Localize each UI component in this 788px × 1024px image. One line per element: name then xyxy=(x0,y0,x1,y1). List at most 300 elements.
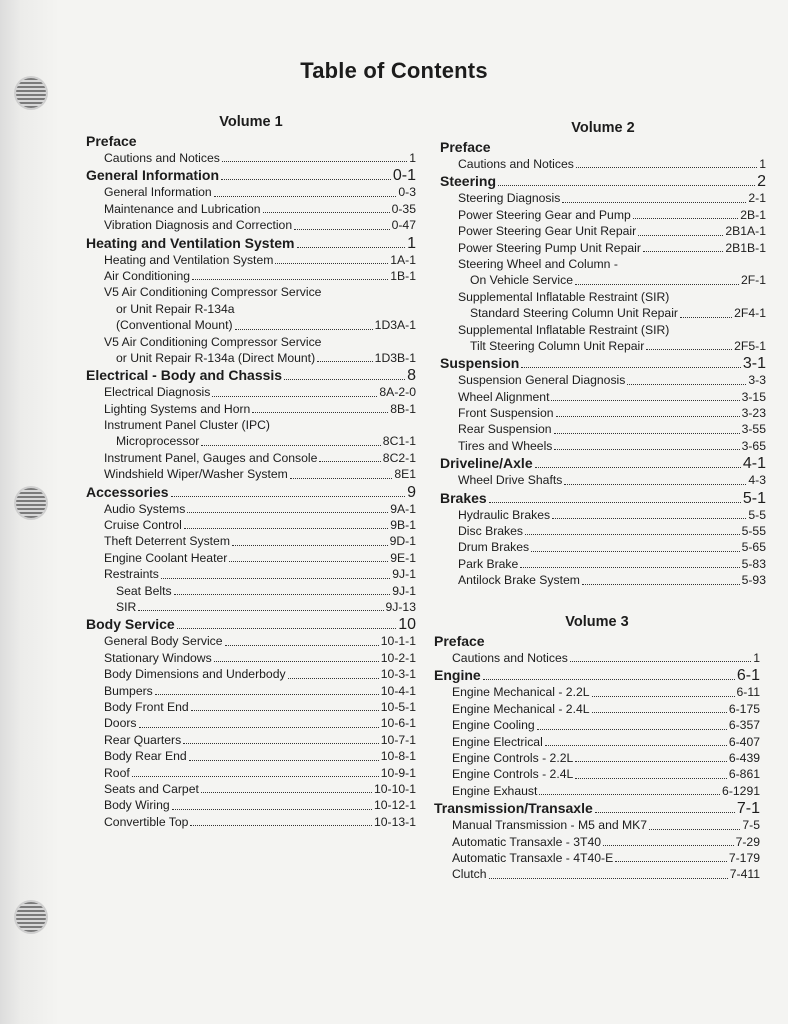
toc-entry[interactable]: Supplemental Inflatable Restraint (SIR) xyxy=(458,289,670,304)
dot-leader xyxy=(177,627,396,629)
toc-entry[interactable] xyxy=(434,766,760,782)
entry-label: Power Steering Gear and Pump xyxy=(458,207,631,222)
dot-leader xyxy=(554,448,739,450)
toc-entry[interactable] xyxy=(434,750,760,766)
page-number: 2F4-1 xyxy=(734,306,766,321)
toc-entry[interactable] xyxy=(440,372,766,388)
dot-leader xyxy=(183,742,379,744)
page-number: 0-3 xyxy=(398,185,416,200)
entry-label: Body Front End xyxy=(104,699,189,714)
entry-label: Engine Exhaust xyxy=(452,783,538,798)
page-number: 3-23 xyxy=(741,406,766,421)
toc-entry-continuation[interactable] xyxy=(440,272,766,288)
binder-hole xyxy=(16,488,46,518)
page-number: 1 xyxy=(753,651,760,665)
page-number: 10-10-1 xyxy=(373,781,416,796)
toc-entry[interactable] xyxy=(86,797,416,813)
dot-leader xyxy=(575,760,727,762)
page-number: 1D3B-1 xyxy=(374,350,416,365)
entry-label: Air Conditioning xyxy=(104,268,191,283)
toc-entry[interactable] xyxy=(86,583,416,599)
dot-leader xyxy=(319,460,380,462)
entry-label: Lighting Systems and Horn xyxy=(104,401,251,416)
section-heading[interactable] xyxy=(440,489,766,507)
page-number: 10-9-1 xyxy=(380,765,416,780)
toc-entry[interactable] xyxy=(86,781,416,797)
page-number: 10-6-1 xyxy=(380,716,416,731)
toc-entry[interactable] xyxy=(440,556,766,572)
page-number: 6-357 xyxy=(728,718,760,733)
toc-entry[interactable] xyxy=(440,223,766,239)
page-number: 10-12-1 xyxy=(373,798,416,813)
dot-leader xyxy=(680,316,732,318)
entry-label: Rear Suspension xyxy=(458,422,552,437)
entry-label: Convertible Top xyxy=(104,814,189,829)
entry-label: Engine Mechanical - 2.2L xyxy=(452,685,590,700)
toc-entry[interactable] xyxy=(86,699,416,715)
dot-leader xyxy=(564,483,746,485)
entry-label: Tilt Steering Column Unit Repair xyxy=(470,338,645,353)
dot-leader xyxy=(595,811,735,813)
page-number: 9J-1 xyxy=(392,583,416,598)
toc-entry[interactable] xyxy=(86,599,416,615)
section-title: Accessories xyxy=(86,483,169,500)
dot-leader xyxy=(633,217,739,219)
dot-leader xyxy=(649,828,740,830)
dot-leader xyxy=(290,477,393,479)
page-number: 9E-1 xyxy=(390,550,416,565)
dot-leader xyxy=(643,250,723,252)
page-number: 6-861 xyxy=(728,767,760,782)
dot-leader xyxy=(191,709,379,711)
toc-entry[interactable] xyxy=(440,389,766,405)
page-number: 5-1 xyxy=(742,489,766,507)
entry-label: Suspension General Diagnosis xyxy=(458,373,626,388)
toc-entry-continuation[interactable] xyxy=(86,317,416,333)
toc-entry[interactable] xyxy=(434,684,760,700)
toc-entry[interactable] xyxy=(86,732,416,748)
section-title: General Information xyxy=(86,167,220,184)
dot-leader xyxy=(545,744,727,746)
toc-entry[interactable] xyxy=(434,817,760,833)
dot-leader xyxy=(174,593,391,595)
dot-leader xyxy=(525,533,740,535)
page-number: 1 xyxy=(407,234,416,252)
toc-entry[interactable] xyxy=(86,466,416,482)
toc-entry[interactable] xyxy=(440,156,766,172)
page-number: 0-47 xyxy=(391,218,416,233)
toc-entry[interactable] xyxy=(86,566,416,582)
toc-entry[interactable] xyxy=(86,450,416,466)
section-heading[interactable] xyxy=(86,132,416,150)
entry-label: Restraints xyxy=(104,567,159,582)
dot-leader xyxy=(521,366,741,368)
dot-leader xyxy=(235,328,373,330)
page-number: 2B-1 xyxy=(740,207,766,222)
volume-title: Volume 1 xyxy=(219,114,283,130)
section-title: Engine xyxy=(434,667,481,684)
section-heading[interactable] xyxy=(440,454,766,472)
page-number: 5-55 xyxy=(741,524,766,539)
section-heading[interactable] xyxy=(434,666,760,684)
dot-leader xyxy=(576,166,757,168)
section-title: Suspension xyxy=(440,355,520,372)
entry-label: Drum Brakes xyxy=(458,540,530,555)
dot-leader xyxy=(139,726,379,728)
toc-entry[interactable] xyxy=(86,650,416,666)
section-heading[interactable] xyxy=(440,354,766,372)
entry-label: General Information xyxy=(104,185,212,200)
toc-entry[interactable] xyxy=(440,438,766,454)
section-title: Preface xyxy=(440,139,491,155)
toc-entry[interactable] xyxy=(440,240,766,256)
entry-label: (Conventional Mount) xyxy=(116,318,233,333)
section-heading[interactable] xyxy=(86,483,416,501)
dot-leader xyxy=(184,527,388,529)
dot-leader xyxy=(187,511,388,513)
section-title: Brakes xyxy=(440,489,487,506)
toc-entry[interactable] xyxy=(86,150,416,166)
dot-leader xyxy=(646,348,732,350)
page-number: 3-65 xyxy=(741,438,766,453)
entry-label: Doors xyxy=(104,716,137,731)
dot-leader xyxy=(531,550,739,552)
page-number: 9J-13 xyxy=(385,599,416,614)
entry-label: Steering Diagnosis xyxy=(458,191,561,206)
toc-entry[interactable] xyxy=(86,533,416,549)
dot-leader xyxy=(225,644,379,646)
section-title: Heating and Ventilation System xyxy=(86,234,295,251)
page-number: 10-1-1 xyxy=(380,634,416,649)
entry-label: Tires and Wheels xyxy=(458,438,553,453)
dot-leader xyxy=(189,759,379,761)
page-number: 2B1B-1 xyxy=(725,240,766,255)
page-number: 6-407 xyxy=(728,734,760,749)
page-number: 2F-1 xyxy=(740,273,766,288)
dot-leader xyxy=(603,844,734,846)
page-number: 3-1 xyxy=(742,355,766,373)
dot-leader xyxy=(520,566,739,568)
volume-2-column xyxy=(440,118,766,589)
entry-label: Hydraulic Brakes xyxy=(458,507,551,522)
entry-label: Body Rear End xyxy=(104,749,187,764)
toc-entry[interactable] xyxy=(434,834,760,850)
toc-entry[interactable] xyxy=(86,814,416,830)
entry-label: General Body Service xyxy=(104,634,223,649)
entry-label: Audio Systems xyxy=(104,501,186,516)
page-number: 8 xyxy=(407,367,416,385)
toc-entry[interactable] xyxy=(86,715,416,731)
page-number: 1 xyxy=(759,157,766,171)
entry-label: Automatic Transaxle - 4T40-E xyxy=(452,850,614,865)
section-heading[interactable] xyxy=(434,799,760,817)
entry-label: Engine Cooling xyxy=(452,718,535,733)
dot-leader xyxy=(294,228,389,230)
page-number: 3-55 xyxy=(741,422,766,437)
dot-leader xyxy=(489,877,728,879)
section-heading[interactable] xyxy=(86,615,416,633)
page-number: 5-65 xyxy=(741,540,766,555)
entry-label: Body Dimensions and Underbody xyxy=(104,667,286,682)
page-number: 4-3 xyxy=(748,473,766,488)
entry-label: Engine Mechanical - 2.4L xyxy=(452,701,590,716)
page-number: 0-1 xyxy=(392,167,416,185)
section-heading[interactable] xyxy=(86,234,416,252)
dot-leader xyxy=(489,501,741,503)
entry-label: Cautions and Notices xyxy=(104,151,220,165)
volume-3-column xyxy=(434,612,760,883)
dot-leader xyxy=(539,793,720,795)
dot-leader xyxy=(297,246,406,248)
page-number: 2-1 xyxy=(748,191,766,206)
document-title: Table of Contents xyxy=(300,58,488,83)
toc-entry[interactable] xyxy=(440,472,766,488)
entry-label: Antilock Brake System xyxy=(458,573,580,588)
toc-entry[interactable] xyxy=(86,501,416,517)
dot-leader xyxy=(201,444,380,446)
entry-label: Instrument Panel, Gauges and Console xyxy=(104,450,318,465)
dot-leader xyxy=(592,695,735,697)
page-number: 2F5-1 xyxy=(734,338,766,353)
dot-leader xyxy=(627,383,746,385)
entry-label: Microprocessor xyxy=(116,434,200,449)
toc-entry[interactable] xyxy=(86,252,416,268)
section-title: Driveline/Axle xyxy=(440,455,533,472)
section-title: Steering xyxy=(440,173,497,190)
dot-leader xyxy=(161,577,390,579)
volume-1-column xyxy=(86,112,416,830)
toc-entry[interactable] xyxy=(86,184,416,200)
toc-entry[interactable] xyxy=(86,217,416,233)
dot-leader xyxy=(190,824,372,826)
entry-label: Wheel Drive Shafts xyxy=(458,473,563,488)
section-title: Preface xyxy=(86,133,137,149)
entry-label: SIR xyxy=(116,599,137,614)
dot-leader xyxy=(535,466,741,468)
dot-leader xyxy=(171,495,406,497)
page-number: 7-179 xyxy=(728,850,760,865)
toc-entry-continuation[interactable] xyxy=(440,338,766,354)
dot-leader xyxy=(556,415,740,417)
page-number: 7-29 xyxy=(735,834,760,849)
toc-entry[interactable] xyxy=(440,207,766,223)
toc-entry[interactable] xyxy=(434,734,760,750)
page-number: 6-11 xyxy=(736,685,760,700)
page-number: 6-439 xyxy=(728,750,760,765)
section-title: Body Service xyxy=(86,616,175,633)
entry-label: Automatic Transaxle - 3T40 xyxy=(452,834,602,849)
page-number: 9J-1 xyxy=(392,567,416,582)
page-number: 9D-1 xyxy=(389,534,416,549)
page-number: 1D3A-1 xyxy=(374,318,416,333)
entry-label: Engine Electrical xyxy=(452,734,543,749)
page-number: 10 xyxy=(398,616,416,634)
toc-entry[interactable] xyxy=(86,201,416,217)
entry-label: Engine Controls - 2.2L xyxy=(452,750,574,765)
toc-entry[interactable] xyxy=(440,572,766,588)
dot-leader xyxy=(221,178,391,180)
page-number: 10-2-1 xyxy=(380,650,416,665)
page-number: 9A-1 xyxy=(390,501,416,516)
entry-label: Electrical Diagnosis xyxy=(104,385,211,400)
dot-leader xyxy=(192,278,388,280)
dot-leader xyxy=(551,399,739,401)
dot-leader xyxy=(138,609,383,611)
toc-entry[interactable]: Instrument Panel Cluster (IPC) xyxy=(104,418,270,433)
entry-label: Standard Steering Column Unit Repair xyxy=(470,306,678,321)
entry-label: Manual Transmission - M5 and MK7 xyxy=(452,818,648,833)
entry-label: Seats and Carpet xyxy=(104,781,199,796)
toc-entry[interactable] xyxy=(86,401,416,417)
entry-label: Clutch xyxy=(452,867,487,882)
page-number: 1B-1 xyxy=(390,268,416,283)
dot-leader xyxy=(222,160,407,162)
page-number: 10-13-1 xyxy=(373,814,416,829)
toc-entry[interactable] xyxy=(440,421,766,437)
dot-leader xyxy=(317,360,373,362)
toc-entry[interactable] xyxy=(86,268,416,284)
section-heading[interactable] xyxy=(86,366,416,384)
page-number: 0-35 xyxy=(391,201,416,216)
dot-leader xyxy=(288,677,379,679)
entry-label: Disc Brakes xyxy=(458,524,524,539)
section-heading[interactable] xyxy=(440,138,766,156)
page-number: 6-175 xyxy=(728,701,760,716)
toc-entry[interactable]: Steering Wheel and Column - xyxy=(458,256,618,271)
dot-leader xyxy=(537,728,727,730)
dot-leader xyxy=(483,678,735,680)
section-heading[interactable] xyxy=(86,166,416,184)
entry-label: Heating and Ventilation System xyxy=(104,252,274,267)
dot-leader xyxy=(582,583,740,585)
entry-label: Bumpers xyxy=(104,683,153,698)
dot-leader xyxy=(214,660,379,662)
section-heading[interactable] xyxy=(440,172,766,190)
section-title: Preface xyxy=(434,633,485,649)
section-title: Transmission/Transaxle xyxy=(434,800,593,817)
toc-entry[interactable] xyxy=(440,539,766,555)
dot-leader xyxy=(570,660,751,662)
entry-label: Seat Belts xyxy=(116,583,172,598)
dot-leader xyxy=(172,808,372,810)
dot-leader xyxy=(132,775,379,777)
page-number: 6-1291 xyxy=(722,783,760,798)
toc-entry[interactable] xyxy=(434,650,760,666)
toc-entry[interactable] xyxy=(434,866,760,882)
dot-leader xyxy=(284,378,405,380)
page-number: 10-8-1 xyxy=(380,749,416,764)
toc-entry[interactable] xyxy=(86,683,416,699)
dot-leader xyxy=(638,234,723,236)
page-number: 7-5 xyxy=(742,818,760,833)
toc-entry-continuation[interactable] xyxy=(86,433,416,449)
page-number: 4-1 xyxy=(742,455,766,473)
entry-label: Stationary Windows xyxy=(104,650,212,665)
page-number: 8C1-1 xyxy=(382,434,416,449)
entry-label: Engine Coolant Heater xyxy=(104,550,228,565)
toc-entry[interactable] xyxy=(434,717,760,733)
page-number: 1 xyxy=(409,151,416,165)
section-title: Electrical - Body and Chassis xyxy=(86,367,283,384)
page-number: 2B1A-1 xyxy=(725,224,766,239)
toc-entry[interactable]: V5 Air Conditioning Compressor Service xyxy=(104,285,322,300)
page-number: 3-3 xyxy=(748,373,766,388)
entry-label: Power Steering Pump Unit Repair xyxy=(458,240,641,255)
toc-entry[interactable] xyxy=(86,517,416,533)
page-number: 10-4-1 xyxy=(380,683,416,698)
entry-label: Windshield Wiper/Washer System xyxy=(104,467,288,482)
entry-label: Cruise Control xyxy=(104,518,182,533)
dot-leader xyxy=(155,693,379,695)
entry-label: On Vehicle Service xyxy=(470,273,573,288)
entry-label: Rear Quarters xyxy=(104,732,182,747)
page-number: 8C2-1 xyxy=(382,450,416,465)
toc-entry[interactable] xyxy=(440,405,766,421)
toc-entry[interactable] xyxy=(86,384,416,400)
toc-entry[interactable] xyxy=(440,507,766,523)
dot-leader xyxy=(575,283,739,285)
toc-entry[interactable] xyxy=(440,523,766,539)
toc-entry[interactable] xyxy=(86,748,416,764)
page-number: 10-3-1 xyxy=(380,667,416,682)
entry-label: Theft Deterrent System xyxy=(104,534,230,549)
entry-label: Front Suspension xyxy=(458,406,554,421)
toc-entry[interactable] xyxy=(86,666,416,682)
entry-label: Park Brake xyxy=(458,556,519,571)
page-number: 8B-1 xyxy=(390,401,416,416)
toc-entry[interactable] xyxy=(434,850,760,866)
dot-leader xyxy=(592,711,727,713)
dot-leader xyxy=(214,195,397,197)
section-heading[interactable] xyxy=(434,632,760,650)
dot-leader xyxy=(275,262,388,264)
binder-hole xyxy=(16,902,46,932)
dot-leader xyxy=(615,860,727,862)
entry-label: or Unit Repair R-134a (Direct Mount) xyxy=(116,350,316,365)
page-number: 9B-1 xyxy=(390,518,416,533)
toc-entry-continuation[interactable] xyxy=(86,350,416,366)
toc-entry[interactable] xyxy=(434,701,760,717)
page-number: 1A-1 xyxy=(390,252,416,267)
page-number: 2 xyxy=(757,173,766,191)
toc-entry[interactable] xyxy=(86,765,416,781)
entry-label: Engine Controls - 2.4L xyxy=(452,767,574,782)
dot-leader xyxy=(229,560,388,562)
page-number: 9 xyxy=(407,483,416,501)
entry-label: Cautions and Notices xyxy=(458,157,574,171)
page-number: 7-411 xyxy=(729,867,760,882)
page-number: 5-83 xyxy=(741,556,766,571)
toc-entry[interactable] xyxy=(434,783,760,799)
toc-entry[interactable]: V5 Air Conditioning Compressor Service xyxy=(104,334,322,349)
page-number: 5-5 xyxy=(748,507,766,522)
toc-entry[interactable] xyxy=(440,190,766,206)
dot-leader xyxy=(562,201,746,203)
page-number: 10-5-1 xyxy=(380,699,416,714)
page-number: 8E1 xyxy=(394,467,416,482)
volume-title: Volume 3 xyxy=(565,614,629,630)
dot-leader xyxy=(554,432,740,434)
page-number: 5-93 xyxy=(741,573,766,588)
toc-entry[interactable] xyxy=(86,633,416,649)
dot-leader xyxy=(232,544,388,546)
toc-entry[interactable] xyxy=(86,550,416,566)
page-number: 6-1 xyxy=(736,667,760,685)
toc-entry[interactable]: Supplemental Inflatable Restraint (SIR) xyxy=(458,322,670,337)
dot-leader xyxy=(263,211,390,213)
dot-leader xyxy=(212,395,377,397)
toc-entry-continuation[interactable] xyxy=(440,305,766,321)
